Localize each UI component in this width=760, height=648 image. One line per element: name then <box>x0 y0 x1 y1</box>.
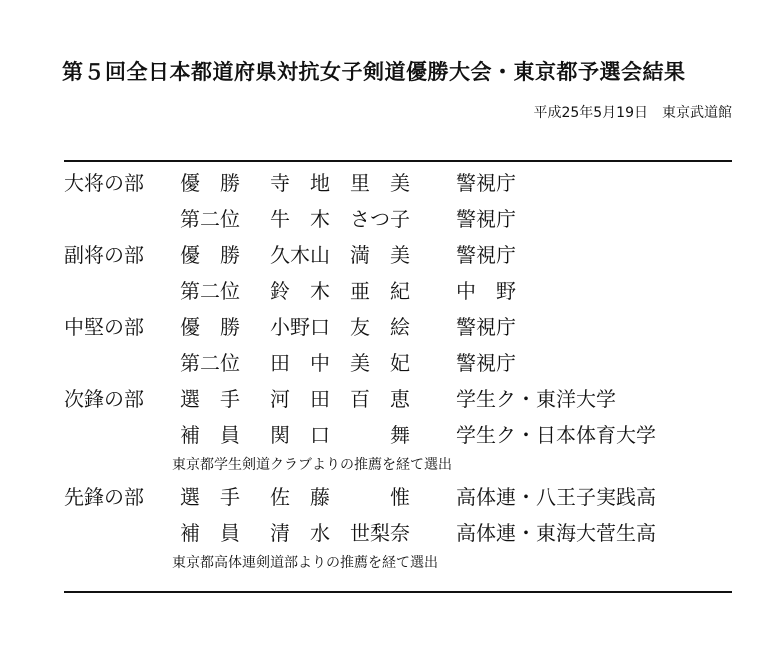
division-label: 次鋒の部 <box>64 386 144 411</box>
affiliation: 警視庁 <box>456 170 516 195</box>
division-label: 先鋒の部 <box>64 484 144 509</box>
athlete-name: 小野口 友 絵 <box>270 314 410 339</box>
result-row <box>64 163 744 199</box>
document-title: 第５回全日本都道府県対抗女子剣道優勝大会・東京都予選会結果 <box>62 60 686 84</box>
division-label: 大将の部 <box>64 170 144 195</box>
affiliation: 警視庁 <box>456 350 516 375</box>
athlete-name: 田 中 美 妃 <box>270 350 410 375</box>
affiliation: 高体連・八王子実践高 <box>456 484 656 509</box>
athlete-name: 牛 木 さつ子 <box>270 206 410 231</box>
athlete-name: 佐 藤 惟 <box>270 484 410 509</box>
affiliation: 警視庁 <box>456 242 516 267</box>
place-label: 選 手 <box>180 386 240 411</box>
selection-note: 東京都高体連剣道部よりの推薦を経て選出 <box>172 555 438 571</box>
results-table <box>64 163 744 575</box>
date-venue: 平成25年5月19日 東京武道館 <box>533 105 732 121</box>
place-label: 第二位 <box>180 206 240 231</box>
place-label: 第二位 <box>180 278 240 303</box>
place-label: 第二位 <box>180 350 240 375</box>
athlete-name: 寺 地 里 美 <box>270 170 410 195</box>
division-label: 中堅の部 <box>64 314 144 339</box>
result-row <box>64 307 744 343</box>
bottom-rule <box>64 591 732 593</box>
result-row <box>64 513 744 549</box>
athlete-name: 久木山 満 美 <box>270 242 410 267</box>
place-label: 選 手 <box>180 484 240 509</box>
athlete-name: 清 水 世梨奈 <box>270 520 410 545</box>
division-label: 副将の部 <box>64 242 144 267</box>
athlete-name: 鈴 木 亜 紀 <box>270 278 410 303</box>
result-row <box>64 379 744 415</box>
affiliation: 学生ク・日本体育大学 <box>456 422 656 447</box>
place-label: 補 員 <box>180 520 240 545</box>
result-row <box>64 271 744 307</box>
top-rule <box>64 160 732 162</box>
place-label: 補 員 <box>180 422 240 447</box>
selection-note: 東京都学生剣道クラブよりの推薦を経て選出 <box>172 457 452 473</box>
result-row <box>64 477 744 513</box>
result-row <box>64 199 744 235</box>
result-row <box>64 235 744 271</box>
place-label: 優 勝 <box>180 314 240 339</box>
affiliation: 高体連・東海大菅生高 <box>456 520 656 545</box>
result-row <box>64 415 744 451</box>
place-label: 優 勝 <box>180 170 240 195</box>
athlete-name: 関 口 舞 <box>270 422 410 447</box>
affiliation: 警視庁 <box>456 206 516 231</box>
athlete-name: 河 田 百 恵 <box>270 386 410 411</box>
place-label: 優 勝 <box>180 242 240 267</box>
affiliation: 中 野 <box>456 278 516 303</box>
affiliation: 警視庁 <box>456 314 516 339</box>
result-row <box>64 343 744 379</box>
affiliation: 学生ク・東洋大学 <box>456 386 616 411</box>
